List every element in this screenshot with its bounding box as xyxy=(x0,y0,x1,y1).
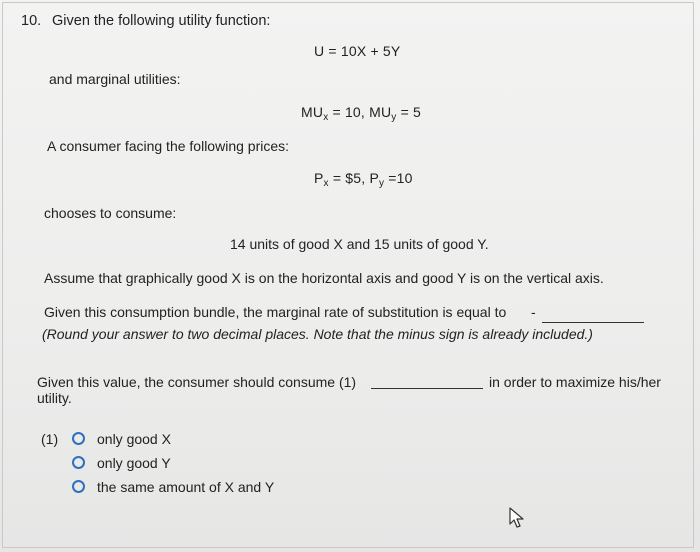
utility-equation: U = 10X + 5Y xyxy=(314,43,401,59)
option-label-2[interactable]: only good Y xyxy=(97,455,171,471)
radio-option-3[interactable] xyxy=(72,480,85,493)
axis-assumption: Assume that graphically good X is on the horizontal axis and good Y is on the vertical axis. xyxy=(44,270,604,286)
pointer-cursor-icon xyxy=(508,506,526,530)
question-number: 10. xyxy=(21,13,42,29)
option-label-1[interactable]: only good X xyxy=(97,431,171,447)
prices-equation: $P_x$ = $5, $P_y =10$ xyxy=(314,170,413,189)
rounding-note: (Round your answer to two decimal places. Note that the minus sign is already included.) xyxy=(42,326,593,342)
option-group-ref: (1) xyxy=(41,431,59,447)
radio-option-1[interactable] xyxy=(72,432,85,445)
mrs-answer-field[interactable] xyxy=(542,321,644,323)
dropdown-answer-1[interactable] xyxy=(371,387,483,389)
question-prompt: Given the following utility function: xyxy=(52,13,271,29)
value-question-text: Given this value, the consumer should consume (1) xyxy=(37,374,357,390)
radio-option-2[interactable] xyxy=(72,456,85,469)
consumption-bundle: 14 units of good X and 15 units of good Y. xyxy=(230,236,489,252)
value-question-utility: utility. xyxy=(37,390,72,406)
consume-label: chooses to consume: xyxy=(44,205,177,221)
mrs-question: Given this consumption bundle, the marginal rate of substitution is equal to xyxy=(44,304,507,320)
minus-sign: - xyxy=(531,304,536,320)
marginal-utilities-equation: $MU_x = 10$, $MU_y = 5$ xyxy=(301,104,422,123)
prices-label: A consumer facing the following prices: xyxy=(47,138,290,154)
marginal-utilities-label: and marginal utilities: xyxy=(49,71,181,87)
option-label-3[interactable]: the same amount of X and Y xyxy=(97,479,275,495)
value-question-text-end: in order to maximize his/her xyxy=(489,374,661,390)
